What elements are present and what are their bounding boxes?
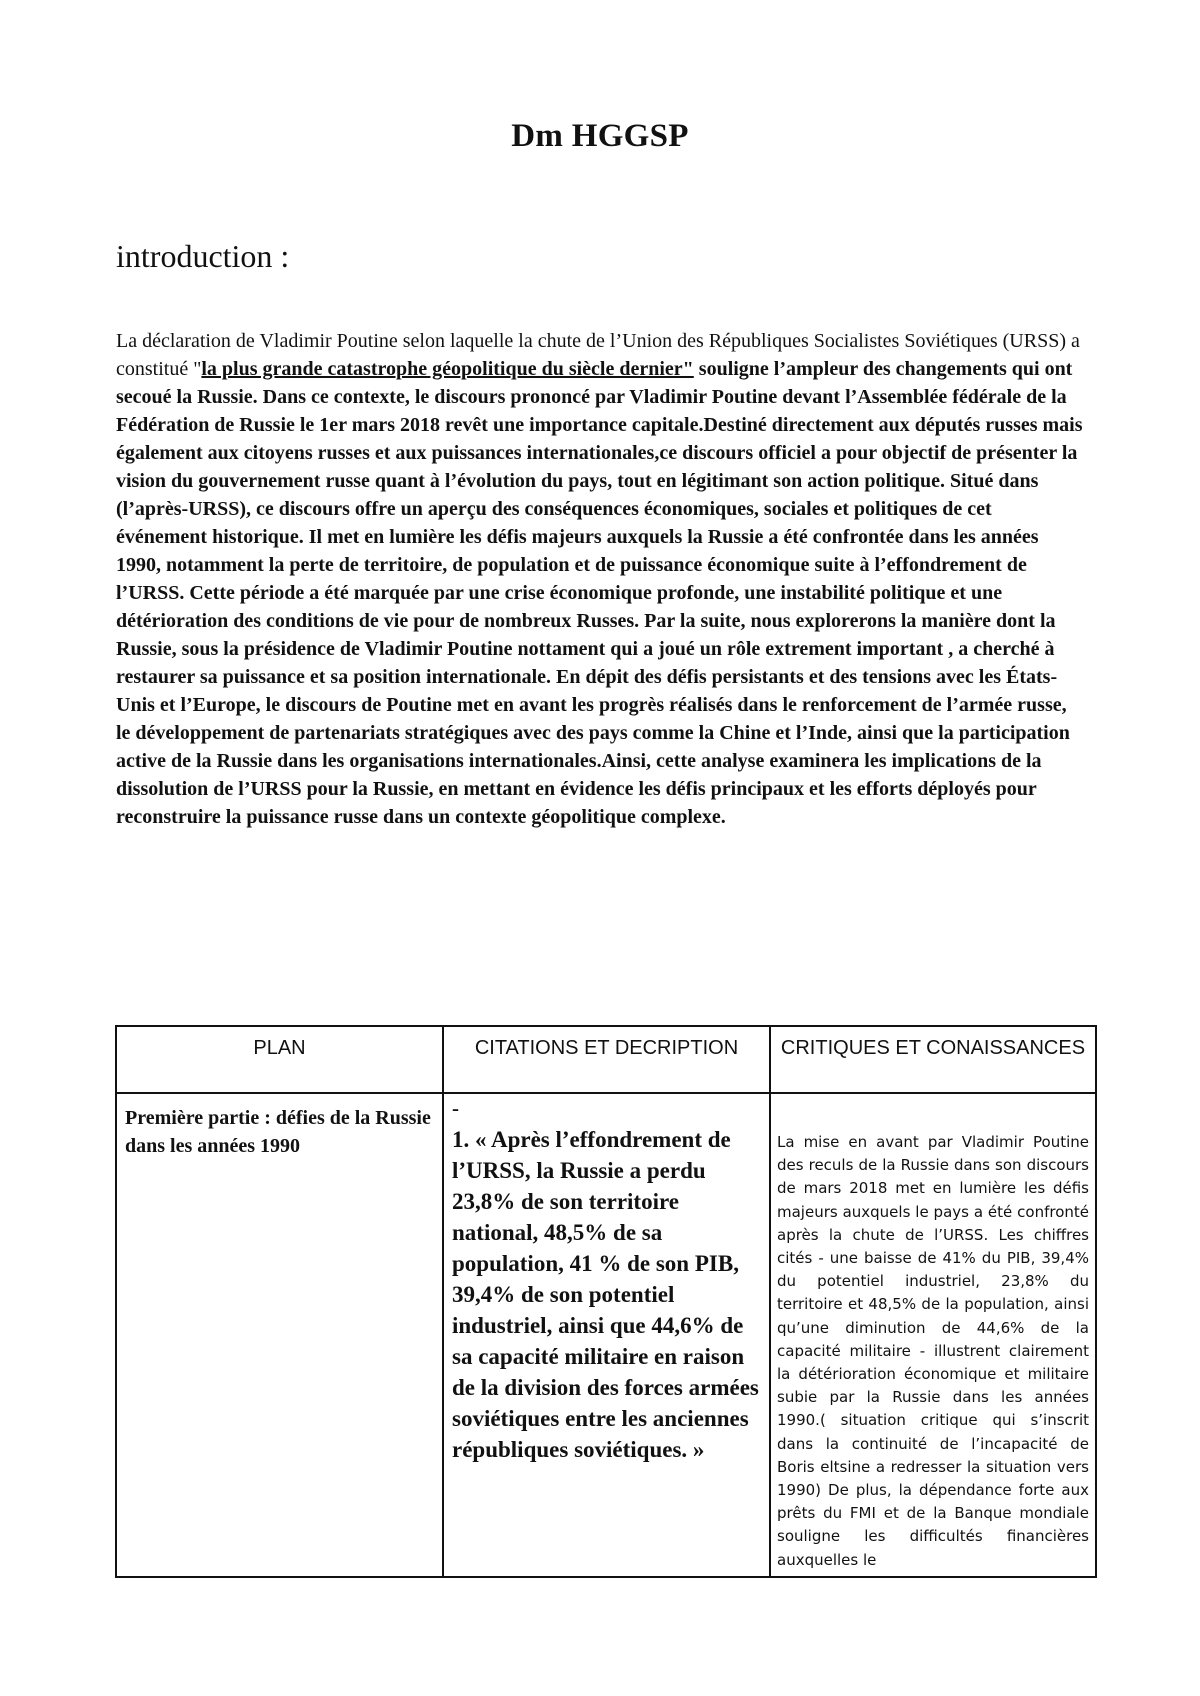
citation-quote-1: 1. « Après l’effondrement de l’URSS, la Russie a perdu 23,8% de son territoire national, 48,5% de sa population, 41 % de son PIB, 39,4% de son potentiel industriel, ainsi que 44,6% de sa capacité militaire en raison de la division des forces armées soviétiques entre les anciennes républiques soviétiques. » <box>452 1127 759 1462</box>
cell-critique <box>770 1093 1096 1577</box>
header-critiques: CRITIQUES ET CONAISSANCES <box>770 1026 1096 1093</box>
header-citations: CITATIONS ET DECRIPTION <box>443 1026 770 1093</box>
plan-table <box>115 1025 1097 1578</box>
table-header-row <box>116 1026 1096 1093</box>
intro-text-body: souligne l’ampleur des changements qui ont secoué la Russie. Dans ce contexte, le discours prononcé par Vladimir Poutine devant l’Assemblée fédérale de la Fédération de Russie le 1er mars 2018 revêt une importance capitale.Destiné directement aux députés russes mais également aux citoyens russes et aux puissances internationales,ce discours officiel a pour objectif de présenter la vision du gouvernement russe quant à l’évolution du pays, tout en légitimant son action politique. Situé dans (l’après-URSS), ce discours offre un aperçu des conséquences économiques, sociales et politiques de cet événement historique. Il met en lumière les défis majeurs auxquels la Russie a été confrontée dans les années 1990, notamment la perte de territoire, de population et de puissance économique suite à l’effondrement de l’URSS. Cette période a été marquée par une crise économique profonde, une instabilité politique et une détérioration des conditions de vie pour de nombreux Russes. Par la suite, nous explorerons la manière dont la Russie, sous la présidence de Vladimir Poutine nottament qui a joué un rôle extrement important , a cherché à restaurer sa puissance et sa position internationale. En dépit des défis persistants et des tensions avec les États-Unis et l’Europe, le discours de Poutine met en avant les progrès réalisés dans le renforcement de l’armée russe, le développement de partenariats stratégiques avec des pays comme la Chine et l’Inde, ainsi que la participation active de la Russie dans les organisations internationales.Ainsi, cette analyse examinera les implications de la dissolution de l’URSS pour la Russie, en mettant en évidence les défis principaux et les efforts déployés pour reconstruire la puissance russe dans un contexte géopolitique complexe. <box>116 358 1083 828</box>
intro-text-opening: La déclaration de Vladimir Poutine selon laquelle la chute de l’Union des Républiques Socialistes Soviétiques (URSS) a constitué " <box>116 330 1080 380</box>
table-row <box>116 1093 1096 1577</box>
plan-part-one: Première partie : défies de la Russie dans les années 1990 <box>125 1107 431 1157</box>
document-title: Dm HGGSP <box>511 118 689 154</box>
header-plan: PLAN <box>116 1026 443 1093</box>
introduction-paragraph <box>116 327 1086 831</box>
critique-text: La mise en avant par Vladimir Poutine des reculs de la Russie dans son discours de mars 2018 met en lumière les défis majeurs auxquels le pays a été confronté après la chute de l’URSS. Les chiffres cités - une baisse de 41% du PIB, 39,4% du potentiel industriel, 23,8% du territoire et 48,5% de la population, ainsi qu’une diminution de 44,6% de la capacité militaire - illustrent clairement la détérioration économique et militaire subie par la Russie dans les années 1990.( situation critique qui s’inscrit dans la continuité de l’incapacité de Boris eltsine a redresser la situation vers 1990) De plus, la dépendance forte aux prêts du FMI et de la Banque mondiale souligne les difficultés financières auxquelles le <box>777 1133 1089 1569</box>
intro-underlined-quote: la plus grande catastrophe géopolitique du siècle dernier" <box>201 358 694 380</box>
cell-citation <box>443 1093 770 1577</box>
cell-plan <box>116 1093 443 1577</box>
section-heading-introduction: introduction : <box>116 238 290 274</box>
citation-dash: - <box>452 1096 459 1120</box>
